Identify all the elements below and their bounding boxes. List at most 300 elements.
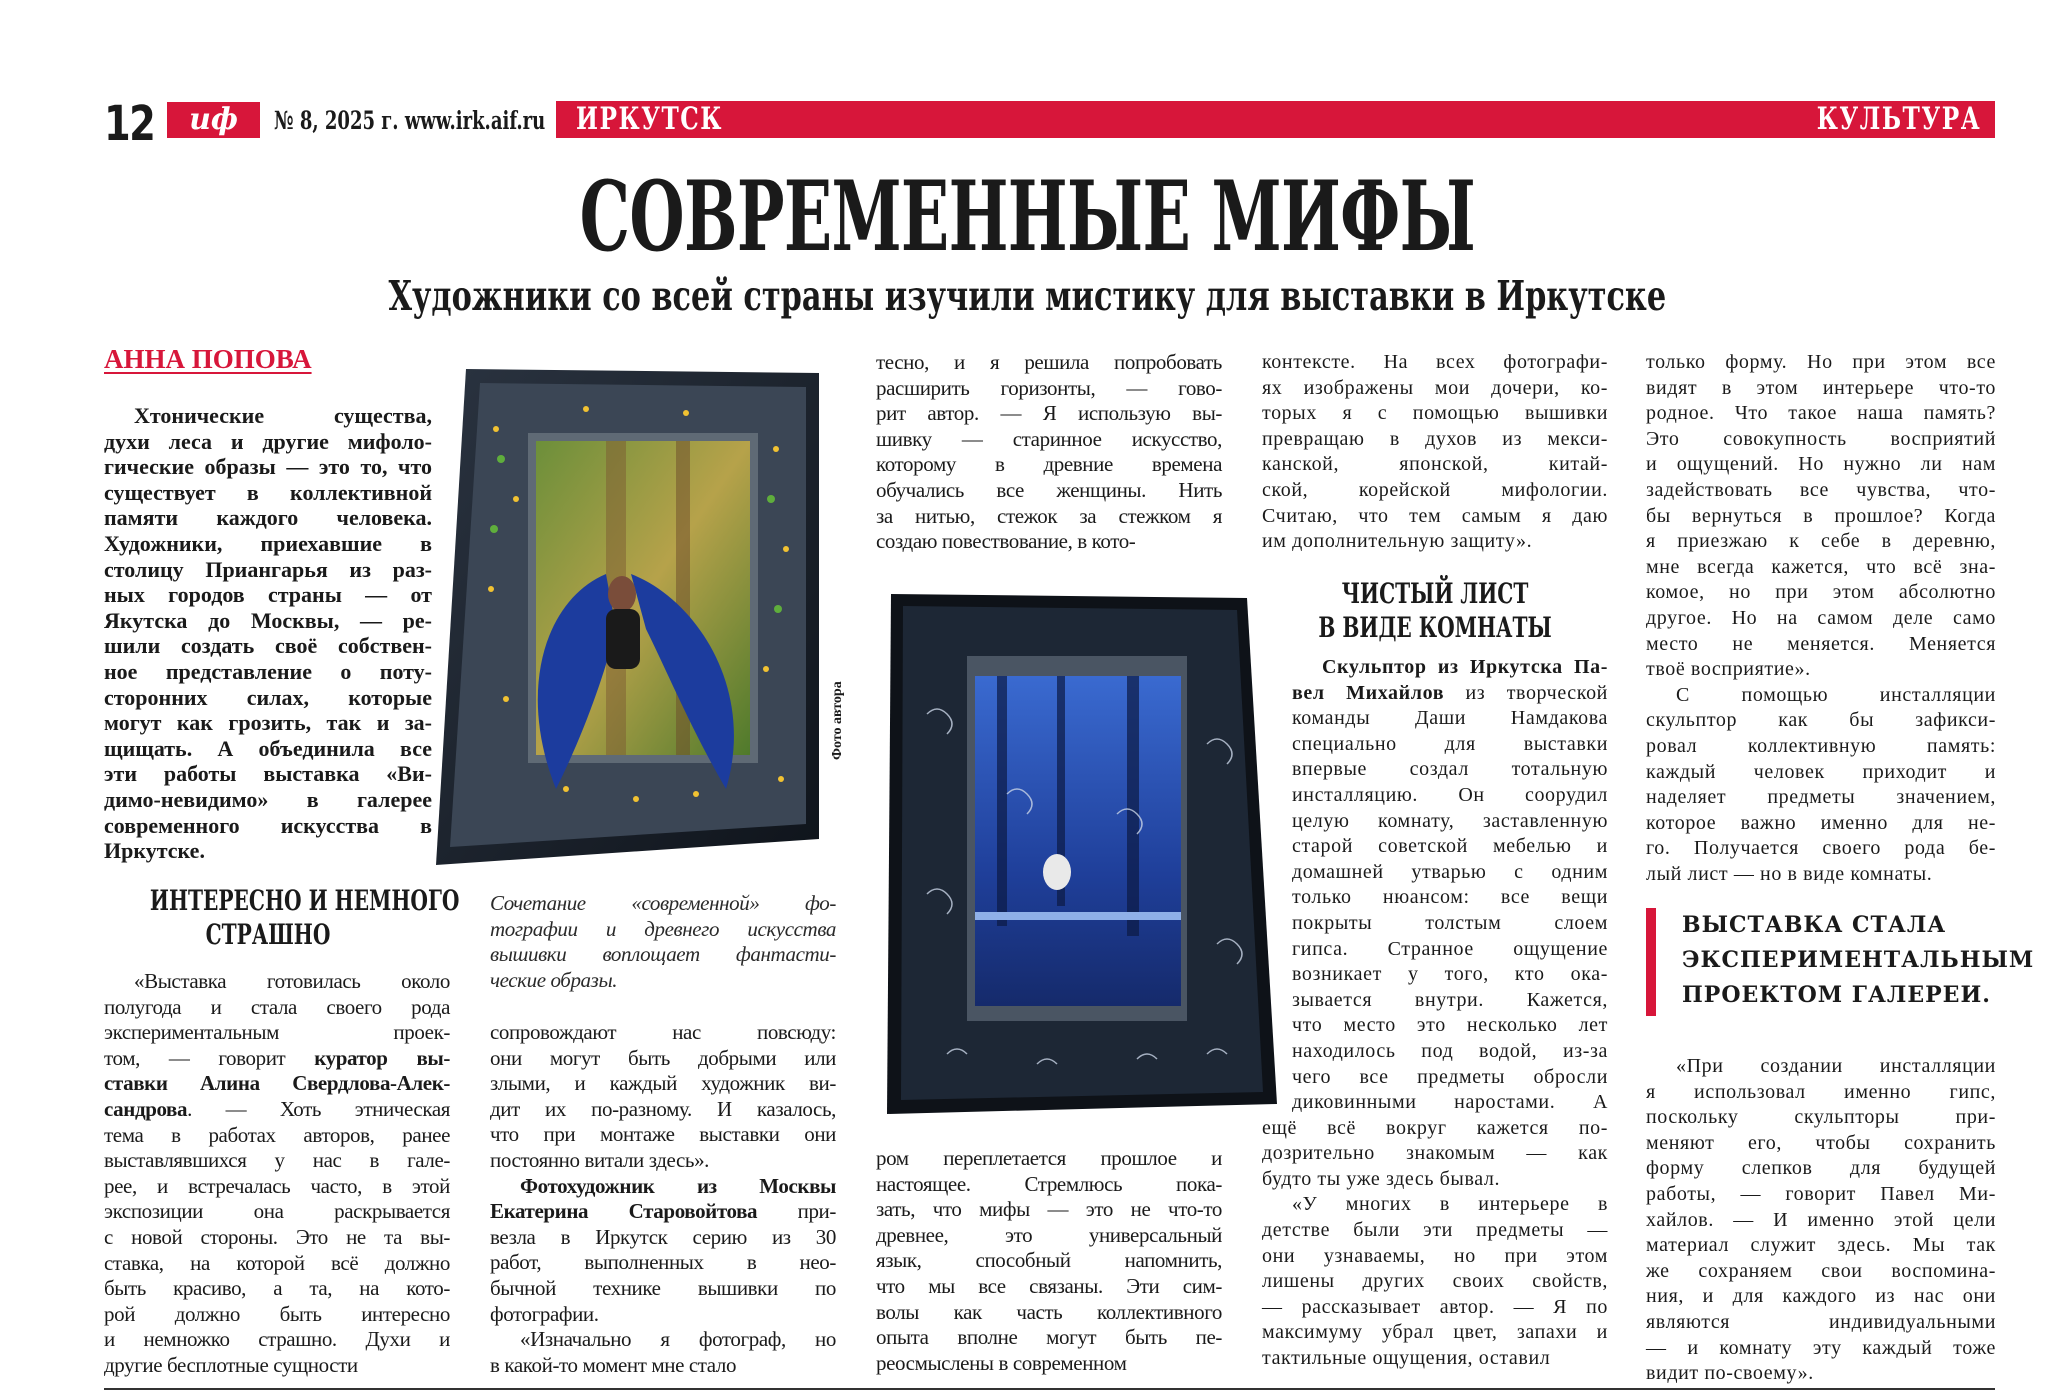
text-line xyxy=(1646,401,1996,427)
text-line xyxy=(1262,504,1608,530)
text-line xyxy=(1646,657,1996,683)
line-text: «У многих в интерьере в xyxy=(1292,1193,1608,1216)
line-text: родное. Что такое наша память? xyxy=(1646,402,1996,425)
text-line xyxy=(1646,1080,1996,1106)
text-line xyxy=(1262,1295,1608,1321)
line-text: будто ты уже здесь бывал. xyxy=(1262,1167,1501,1190)
text-line xyxy=(490,1122,836,1148)
line-text: зывается внутри. Кажется, xyxy=(1292,988,1608,1011)
text-line xyxy=(1262,1013,1608,1039)
bold-text: ставки Алина Свердлова-Алек- xyxy=(104,1071,450,1096)
line-text: обучались все женщины. Нить xyxy=(876,477,1222,502)
photo-embroidered-forest-spirit xyxy=(436,369,819,865)
line-text: команды Даши Намдакова xyxy=(1292,707,1608,730)
line-text: детстве были эти предметы — xyxy=(1262,1219,1608,1242)
text-line xyxy=(104,659,432,685)
line-text: шивку — старинное искусство, xyxy=(876,426,1222,451)
text-line xyxy=(1646,1054,1996,1080)
text-line: ЭКСПЕРИМЕНТАЛЬНЫМ xyxy=(1682,947,2035,973)
line-text: эти работы выставка «Ви- xyxy=(104,761,432,787)
line-text: ровал коллективную память: xyxy=(1646,734,1996,757)
text-line xyxy=(104,557,432,583)
text-line xyxy=(876,1300,1222,1326)
line-text: опыта вполне могут быть пе- xyxy=(876,1325,1222,1350)
line-text: памяти каждого человека. xyxy=(104,505,432,531)
text-line xyxy=(1262,478,1608,504)
text-line xyxy=(1646,478,1996,504)
text-line xyxy=(876,401,1222,427)
line-text: расширить горизонты, — гово- xyxy=(876,375,1222,400)
line-text: полугода и стала своего рода xyxy=(104,994,450,1019)
line-text: поскольку скульпторы при- xyxy=(1646,1106,1996,1129)
line-text: «Изначально я фотограф, но xyxy=(520,1327,836,1352)
line-text: древнее, это универсальный xyxy=(876,1222,1222,1247)
text-line xyxy=(1646,760,1996,786)
line-text: они узнаваемы, но при этом xyxy=(1262,1244,1608,1267)
text-line xyxy=(104,736,432,762)
line-text: везла в Иркутск серию из 30 xyxy=(490,1224,836,1249)
text-line xyxy=(1646,1182,1996,1208)
line-text: шили создать своё собствен- xyxy=(104,633,432,659)
line-text: ещё всё вокруг кажется по- xyxy=(1262,1116,1608,1139)
line-text: при- xyxy=(757,1199,836,1224)
line-text: волы как часть коллективного xyxy=(876,1299,1222,1324)
line-text: бы вернуться в прошлое? Когда xyxy=(1646,504,1996,527)
line-text: только форму. Но при этом все xyxy=(1646,351,1996,373)
line-text: щищать. А объединила все xyxy=(104,735,432,761)
text-line xyxy=(876,1248,1222,1274)
text-line xyxy=(1262,706,1608,732)
line-text: которое важно именно для не- xyxy=(1646,811,1996,834)
line-text: с новой стороны. Это не та вы- xyxy=(104,1224,450,1249)
bold-text: Екатерина Старовойтова xyxy=(490,1199,758,1224)
text-line xyxy=(1646,811,1996,837)
line-text: сопровождают нас повсюду: xyxy=(490,1020,836,1044)
text-line xyxy=(104,995,450,1021)
line-text: лишены других своих свойств, xyxy=(1262,1270,1608,1293)
line-text: торых я с помощью вышивки xyxy=(1262,402,1608,425)
line-text: создаю повествование, в кото- xyxy=(876,529,1136,554)
line-text: мне всегда кажется, что всё зна- xyxy=(1646,555,1996,578)
text-line xyxy=(490,1174,836,1200)
text-line xyxy=(1646,683,1996,709)
line-text: они могут быть добрыми или xyxy=(490,1045,836,1070)
pull-quote xyxy=(1646,908,2035,1016)
line-text: инсталляцию. Он соорудил xyxy=(1292,783,1608,806)
text-line xyxy=(104,1353,450,1379)
text-line xyxy=(1262,757,1608,783)
column-3-top xyxy=(876,350,1222,555)
text-line: ИНТЕРЕСНО И НЕМНОГО xyxy=(149,884,460,917)
pull-quote-bar xyxy=(1646,908,1656,1016)
column-5-top xyxy=(1646,350,1996,887)
text-line xyxy=(104,480,432,506)
issue-info: № 8, 2025 г. www.irk.aif.ru xyxy=(274,106,546,135)
line-text: ской, корейской мифологии. xyxy=(1262,478,1608,501)
line-text: рит автор. — Я использую вы- xyxy=(876,401,1222,426)
line-text: впервые создал тотальную xyxy=(1292,758,1608,781)
bold-text: сандрова xyxy=(104,1096,188,1121)
text-line xyxy=(1262,937,1608,963)
pull-quote-text xyxy=(1682,908,2034,1013)
column-5-bottom xyxy=(1646,1054,1996,1387)
line-text: Иркутске. xyxy=(104,838,205,864)
line-text: «При создании инсталляции xyxy=(1676,1055,1996,1077)
text-line: ВЫСТАВКА СТАЛА xyxy=(1682,912,1947,938)
text-line xyxy=(104,531,432,557)
column-4-body xyxy=(1262,655,1608,1372)
line-text: и ощущений. Но нужно ли нам xyxy=(1646,453,1996,476)
text-line xyxy=(1262,401,1608,427)
rubric-bar xyxy=(556,101,1995,138)
line-text: являются индивидуальными xyxy=(1646,1310,1996,1333)
line-text: вышивки воплощает фантасти- xyxy=(490,942,836,967)
line-text: язык, способный напомнить, xyxy=(876,1248,1222,1273)
line-text: комое, но при этом абсолютно xyxy=(1646,581,1996,604)
text-line xyxy=(1262,529,1608,555)
line-text: тактильные ощущения, оставил xyxy=(1262,1347,1551,1370)
text-line xyxy=(490,1097,836,1123)
line-text: быть красиво, а та, на кото- xyxy=(104,1276,450,1301)
line-text: зать, что мифы — это не что-то xyxy=(876,1197,1222,1222)
text-line xyxy=(1262,885,1608,911)
column-3-bottom xyxy=(876,1146,1222,1376)
text-line xyxy=(1646,785,1996,811)
text-line xyxy=(1262,1090,1608,1116)
bold-text: вел Михайлов xyxy=(1292,681,1445,704)
line-text: хайлов. — И именно этой цели xyxy=(1646,1208,1996,1231)
line-text: димо-невидимо» в галерее xyxy=(104,786,432,812)
text-line xyxy=(876,350,1222,376)
text-line xyxy=(1262,452,1608,478)
text-line xyxy=(490,1071,836,1097)
line-text: находилось под водой, из-за xyxy=(1292,1039,1608,1062)
line-text: работы, — говорит Павел Ми- xyxy=(1646,1182,1996,1205)
text-line xyxy=(104,813,432,839)
text-line xyxy=(1646,632,1996,658)
text-line xyxy=(104,1174,450,1200)
text-line: ПРОЕКТОМ ГАЛЕРЕИ. xyxy=(1682,982,1991,1008)
line-text: Считаю, что тем самым я даю xyxy=(1262,504,1608,527)
line-text: рее, и встречалась часто, в этой xyxy=(104,1173,450,1198)
line-text: тема в работах авторов, ранее xyxy=(104,1122,450,1147)
photo-caption xyxy=(490,891,836,993)
text-line xyxy=(490,1020,836,1046)
line-text: за нитью, стежок за стежком я xyxy=(876,503,1222,528)
text-line xyxy=(104,1327,450,1353)
text-line xyxy=(490,942,836,968)
text-line xyxy=(104,761,432,787)
line-text: диковинными наростами. А xyxy=(1292,1091,1608,1114)
line-text: превращаю в духов из мекси- xyxy=(1262,427,1608,450)
text-line xyxy=(104,454,432,480)
text-line xyxy=(1262,1320,1608,1346)
text-line xyxy=(104,787,432,813)
text-line xyxy=(1646,836,1996,862)
line-text: место не меняется. Меняется xyxy=(1646,632,1996,655)
text-line xyxy=(1262,860,1608,886)
line-text: максимуму убрал цвет, запахи и xyxy=(1262,1321,1608,1344)
text-line xyxy=(1646,1156,1996,1182)
line-text: фотографии. xyxy=(490,1301,599,1326)
line-text: экспозиции она раскрывается xyxy=(104,1199,450,1224)
text-line xyxy=(104,1148,450,1174)
author-byline: АННА ПОПОВА xyxy=(104,344,312,374)
text-line xyxy=(1646,1361,1996,1387)
line-text: что при монтаже выставки они xyxy=(490,1122,836,1147)
line-text: дозрительно знакомым — как xyxy=(1262,1142,1608,1165)
text-line xyxy=(1262,350,1608,376)
text-line xyxy=(1262,1192,1608,1218)
text-line xyxy=(104,505,432,531)
text-line xyxy=(104,1071,450,1097)
column-4-top xyxy=(1262,350,1608,555)
line-text: ях изображены мои дочери, ко- xyxy=(1262,376,1608,399)
text-line xyxy=(1262,376,1608,402)
text-line xyxy=(1262,1065,1608,1091)
text-line xyxy=(104,969,450,995)
line-text: что мы все связаны. Эти сим- xyxy=(876,1273,1222,1298)
text-line xyxy=(104,1097,450,1123)
line-text: тографии и древнего искусства xyxy=(490,916,836,941)
text-line xyxy=(104,710,432,736)
text-line xyxy=(1646,452,1996,478)
line-text: настоящее. Стремлюсь пока- xyxy=(876,1171,1222,1196)
text-line xyxy=(1646,1233,1996,1259)
line-text: наделяет предметы значением, xyxy=(1646,786,1996,809)
line-text: скульптор как бы зафикси- xyxy=(1646,709,1996,732)
line-text: духи леса и другие мифоло- xyxy=(104,428,432,454)
text-line xyxy=(1646,350,1996,376)
subheadline xyxy=(0,272,2054,320)
line-text: Художники, приехавшие в xyxy=(104,530,432,556)
text-line xyxy=(1646,1336,1996,1362)
headline-text: СОВРЕМЕННЫЕ МИФЫ xyxy=(579,160,1475,273)
text-line xyxy=(104,1225,450,1251)
bold-text: Скульптор из Иркутска Па- xyxy=(1322,656,1608,678)
text-line xyxy=(1262,1116,1608,1142)
line-text: работ, выполненных в нео- xyxy=(490,1250,836,1275)
line-text: я приезжаю к себе в деревню, xyxy=(1646,530,1996,553)
line-text: каждый человек приходит и xyxy=(1646,760,1996,783)
text-line xyxy=(104,429,432,455)
text-line xyxy=(876,427,1222,453)
line-text: специально для выставки xyxy=(1292,732,1608,755)
text-line xyxy=(104,1123,450,1149)
text-line xyxy=(1262,783,1608,809)
text-line xyxy=(104,1020,450,1046)
text-line xyxy=(1262,834,1608,860)
text-line xyxy=(1646,1105,1996,1131)
line-text: же сохраняем свои воспомина- xyxy=(1646,1259,1996,1282)
text-line xyxy=(490,1250,836,1276)
text-line xyxy=(1646,734,1996,760)
text-line xyxy=(1262,1167,1608,1193)
line-text: «Выставка готовилась около xyxy=(134,969,450,993)
bold-text: Фотохудожник из Москвы xyxy=(520,1173,836,1198)
text-line xyxy=(490,1276,836,1302)
line-text: чего все предметы обросли xyxy=(1292,1065,1608,1088)
photo-credit: Фото автора xyxy=(830,681,845,760)
text-line xyxy=(1646,606,1996,632)
line-text: С помощью инсталляции xyxy=(1676,683,1996,706)
line-text: том, — говорит xyxy=(104,1045,315,1070)
text-line xyxy=(1262,1244,1608,1270)
bottom-rule xyxy=(104,1388,1995,1390)
text-line: СТРАШНО xyxy=(205,918,331,951)
text-line xyxy=(876,1351,1222,1377)
line-text: современного искусства в xyxy=(104,812,432,838)
text-line xyxy=(1262,1269,1608,1295)
text-line xyxy=(876,1274,1222,1300)
line-text: Якутска до Москвы, — ре- xyxy=(104,607,432,633)
line-text: форму слепков для будущей xyxy=(1646,1157,1996,1180)
text-line xyxy=(490,891,836,917)
line-text: лый лист — но в виде комнаты. xyxy=(1646,862,1933,885)
section-heading-1 xyxy=(104,884,460,952)
line-text: ное представление о поту- xyxy=(104,658,432,684)
section-label: КУЛЬТУРА xyxy=(1816,101,1981,137)
line-text: другое. Но на самом деле само xyxy=(1646,606,1996,629)
text-line xyxy=(876,1325,1222,1351)
text-line xyxy=(876,376,1222,402)
subheadline-text: Художники со всей страны изучили мистику для выставки в Иркутске xyxy=(388,272,1666,320)
text-line xyxy=(876,452,1222,478)
text-line xyxy=(1646,376,1996,402)
bold-text: куратор вы- xyxy=(314,1045,450,1070)
text-line xyxy=(876,529,1222,555)
line-text: и немножко страшно. Духи и xyxy=(104,1327,450,1352)
line-text: Хтонические существа, xyxy=(134,403,432,428)
aif-logo: иф xyxy=(167,102,260,138)
line-text: сторонних силах, которые xyxy=(104,684,432,710)
text-line xyxy=(104,1276,450,1302)
line-text: . — Хоть этническая xyxy=(187,1096,450,1121)
page-number: 12 xyxy=(104,96,155,152)
line-text: другие бесплотные сущности xyxy=(104,1352,358,1377)
line-text: я использовал именно гипс, xyxy=(1646,1080,1996,1103)
line-text: твоё восприятие». xyxy=(1646,658,1811,681)
text-line xyxy=(1646,708,1996,734)
text-line xyxy=(104,1046,450,1072)
text-line xyxy=(876,1197,1222,1223)
line-text: задействовать все чувства, что- xyxy=(1646,478,1996,501)
section-heading-2 xyxy=(1262,577,1608,645)
line-text: экспериментальным проек- xyxy=(104,1020,450,1045)
line-text: дит их по-разному. И казалось, xyxy=(490,1096,836,1121)
photo-embroidered-blue-forest xyxy=(887,594,1282,1114)
line-text: им дополнительную защиту». xyxy=(1262,530,1533,553)
column-1-body xyxy=(104,969,450,1379)
line-text: существует в коллективной xyxy=(104,479,432,505)
text-line xyxy=(876,1146,1222,1172)
line-text: покрыты толстым слоем xyxy=(1292,911,1608,934)
line-text: го. Получается своего рода бе- xyxy=(1646,837,1996,860)
text-line xyxy=(104,403,432,429)
line-text: постоянно витали здесь». xyxy=(490,1147,710,1172)
text-line xyxy=(490,1148,836,1174)
line-text: ных городов страны — от xyxy=(104,582,432,608)
line-text: материал служит здесь. Мы так xyxy=(1646,1234,1996,1257)
text-line xyxy=(104,582,432,608)
text-line xyxy=(1646,427,1996,453)
text-line xyxy=(104,1199,450,1225)
text-line xyxy=(1262,681,1608,707)
line-text: только нюансом: все вещи xyxy=(1292,886,1608,909)
text-line xyxy=(1646,555,1996,581)
line-text: — рассказывает автор. — Я по xyxy=(1262,1295,1608,1318)
text-line xyxy=(490,1327,836,1353)
line-text: гипса. Странное ощущение xyxy=(1292,937,1608,960)
line-text: реосмыслены в современном xyxy=(876,1350,1127,1375)
line-text: ния, и для каждого из нас они xyxy=(1646,1285,1996,1308)
line-text: тесно, и я решила попробовать xyxy=(876,350,1222,374)
text-line xyxy=(1262,427,1608,453)
line-text: могут как грозить, так и за- xyxy=(104,710,432,736)
line-text: домашней утварью с одним xyxy=(1292,860,1608,883)
text-line xyxy=(490,1302,836,1328)
text-line xyxy=(490,968,836,994)
text-line xyxy=(1262,1039,1608,1065)
text-line xyxy=(1262,962,1608,988)
text-line xyxy=(104,608,432,634)
line-text: бычной технике вышивки по xyxy=(490,1275,836,1300)
text-line xyxy=(104,1251,450,1277)
text-line xyxy=(876,1172,1222,1198)
line-text: рой должно быть интересно xyxy=(104,1301,450,1326)
text-line xyxy=(1262,1218,1608,1244)
line-text: возникает у того, кто ока- xyxy=(1292,963,1608,986)
line-text: видит по-своему». xyxy=(1646,1362,1814,1385)
line-text: столицу Приангарья из раз- xyxy=(104,556,432,582)
text-line xyxy=(876,478,1222,504)
line-text: целую комнату, заставленную xyxy=(1292,809,1608,832)
text-line: В ВИДЕ КОМНАТЫ xyxy=(1318,611,1552,644)
line-text: видят в этом интерьере что-то xyxy=(1646,376,1996,399)
text-line xyxy=(1262,809,1608,835)
text-line xyxy=(1262,988,1608,1014)
line-text: Это совокупность восприятий xyxy=(1646,427,1996,450)
line-text: контексте. На всех фотографи- xyxy=(1262,351,1608,373)
text-line xyxy=(1262,911,1608,937)
text-line xyxy=(1646,1259,1996,1285)
text-line xyxy=(1262,655,1608,681)
line-text: — и комнату эту каждый тоже xyxy=(1646,1336,1996,1359)
text-line xyxy=(876,504,1222,530)
line-text: которому в древние времена xyxy=(876,452,1222,477)
text-line xyxy=(1646,1208,1996,1234)
line-text: в какой-то момент мне стало xyxy=(490,1352,737,1377)
text-line xyxy=(1646,1131,1996,1157)
text-line xyxy=(490,1046,836,1072)
line-text: из творческой xyxy=(1444,681,1608,704)
text-line xyxy=(1262,732,1608,758)
line-text: канской, японской, китай- xyxy=(1262,453,1608,476)
text-line xyxy=(104,838,432,864)
text-line xyxy=(490,1225,836,1251)
line-text: ческие образы. xyxy=(490,967,618,992)
text-line xyxy=(104,633,432,659)
line-text: Сочетание «современной» фо- xyxy=(490,891,836,915)
lede-paragraph xyxy=(104,403,432,864)
line-text: что место это несколько лет xyxy=(1292,1014,1608,1037)
region-label: ИРКУТСК xyxy=(576,101,723,137)
text-line xyxy=(1646,504,1996,530)
text-line xyxy=(1646,1284,1996,1310)
line-text: ром переплетается прошлое и xyxy=(876,1146,1222,1170)
text-line: ЧИСТЫЙ ЛИСТ xyxy=(1341,577,1529,610)
text-line xyxy=(1262,1346,1608,1372)
